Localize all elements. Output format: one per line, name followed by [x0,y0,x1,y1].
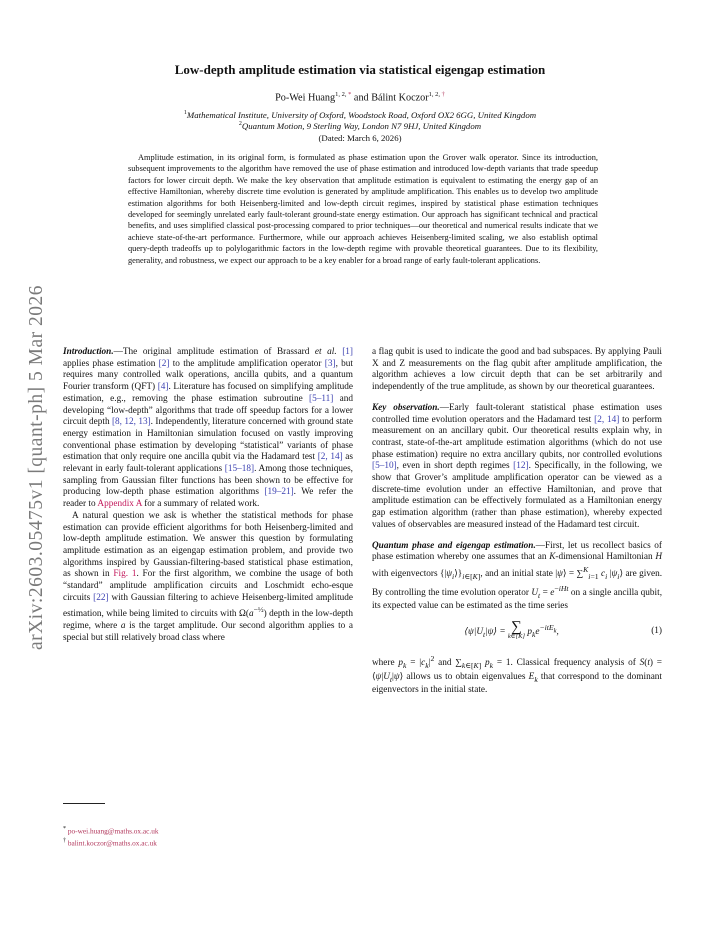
citation-link[interactable]: [5–11] [309,393,334,404]
arxiv-identifier-text: arXiv:2603.05475v1 [quant-ph] 5 Mar 2026 [26,285,47,650]
footnote-email-1 [63,826,159,835]
email-link[interactable]: po-wei.huang@maths.ox.ac.uk [67,826,159,836]
citation-link[interactable]: [12] [513,461,529,472]
paragraph: A natural question we ask is whether the statistical methods for phase estimation can provide efficient algorithms for both Heisenberg-limited and low-depth amplitude estimation. We answer this question by formulating amplitude estimation as an eigengap estimation problem, and provide two algorithms inspired by Gaussian-filtering-based statistical phase estimation, as shown in Fig. 1. For the first algorithm, we combine the usage of both “standard” amplitude amplification circuits and Loschmidt echo-esque circuits [22] with Gaussian filtering to achieve Heisenberg-limited amplitude estimation, while being limited to circuits with $\Omega(a^{-\frac{1}{2}})$ depth in the low-depth regime, where a is the target amplitude. Our second algorithm applies to a special but still relatively broad class where [63,510,354,643]
date-line: (Dated: March 6, 2026) [318,133,402,143]
affiliation-text: Quantum Motion, 9 Sterling Way, London N7 9HJ, United Kingdom [241,121,482,131]
author-name: Bálint Koczor [371,92,429,104]
citation-link[interactable]: [19–21] [264,487,294,498]
body-column-right [372,347,662,697]
affiliation-number: 1 [183,110,187,117]
footnote-rule [63,803,105,804]
footnote-mark: * [63,826,67,832]
author-affiliation-marker: 1, 2, [428,91,442,98]
section-heading-introduction: Introduction. [63,347,114,357]
paragraph: where $p_k = |c_k|^2$ and $\sum_{k\in[K]}$ $p_k = 1$. Classical frequency analysis of $S(t) = ⟨\psi|U_t|\psi⟩$ allows us to obtain eigenvalues $E_k$ that correspond to the dominant eigenvectors in the initial state. [372,653,662,696]
email-link[interactable]: balint.koczor@maths.ox.ac.uk [67,838,157,848]
footnote-mark: † [63,838,67,844]
appendix-link[interactable]: Appendix A [97,499,142,510]
arxiv-identifier-stamp [18,250,54,650]
paragraph: Quantum phase and eigengap estimation.—First, let us recollect basics of phase estimation whereby one assumes that an K-dimensional Hamiltonian H with eigenvectors $\{|\psi_i⟩\}_{i\in[K]}$, and an initial state |ψ⟩ = ∑$^K_{i=1}$ $c_i$ $|\psi_i⟩$ are given. By controlling the time evolution operator $U_t = e^{-iHt}$ on a single ancilla qubit, its expected value can be estimated as the time series [372,540,663,612]
citation-link[interactable]: [2, 14] [594,414,620,425]
paragraph: Key observation.—Early fault-tolerant statistical phase estimation uses controlled time evolution operators and the Hadamard test [2, 14] to perform measurement on an ancillary qubit. Our theoretical results explain why, in contrast, state-of-the-art amplitude estimation algorithms (which do not use phase estimation) require no extra ancillary qubits, nor controlled evolutions [5–10], even in short depth regimes [12]. Specifically, in the following, we show that Grover’s amplitude amplification operator can be viewed as a discrete-time evolution under an effective Hamiltonian, and prove that amplitude estimation can be effectively formulated as a Hamiltonian energy gap estimation algorithm (rather than phase estimation), whereby expected values of observables are measured instead of the Hadamard test circuit. [372,402,663,530]
citation-link[interactable]: [4] [157,382,169,393]
author-joiner: and [351,92,372,104]
paragraph: Introduction.—The original amplitude estimation of Brassard et al. [1] applies phase estimation [2] to the amplitude amplification operator [3], but requires many controlled walk operations, ancilla qubits, and a quantum Fourier transform (QFT) [4]. Literature has focused on simplifying amplitude estimation, e.g., removing the phase estimation subroutine [5–11] and developing “low-depth” algorithms that trade off speedup factors for a lower circuit depth [8, 12, 13]. Independently, literature concerned with ground state energy estimation in Hamiltonian simulation focused on vastly improving conventional phase estimation by developing “statistical” variants of phase estimation that only require one ancilla qubit via the Hadamard test [2, 14] as relevant in early fault-tolerant applications [15–18]. Among those techniques, sampling from Gaussian filter functions has been shown to be effective for producing low-depth phase estimation algorithms [19–21]. We refer the reader to Appendix A for a summary of related work. [63,347,353,510]
body-column-left [63,347,353,645]
author-affiliation-marker: 1, 2, [335,91,349,98]
figure-link[interactable]: Fig. 1 [113,569,137,580]
citation-link[interactable]: [2, 14] [317,452,343,463]
author-line [0,91,720,103]
citation-link[interactable]: [1] [342,347,353,357]
paper-title: Low-depth amplitude estimation via statistical eigengap estimation [174,62,546,77]
footnote-email-2 [63,838,157,847]
citation-link[interactable]: [8, 12, 13] [111,417,151,428]
affiliation-text: Mathematical Institute, University of Oxford, Woodstock Road, Oxford OX2 6GG, United Kingdom [186,110,537,120]
abstract: Amplitude estimation, in its original form, is formulated as phase estimation upon the Grover walk operator. Since its introduction, subsequent improvements to the algorithm have removed the use of phase estimation and introduced low-depth variants that trade speedup factors for lower circuit depth. We make the key observation that amplitude estimation is equivalent to estimating the energy gap of an effective Hamiltonian, whereby discrete time evolution is generated by amplitude amplification. This enables us to develop two amplitude estimation algorithms for both Heisenberg-limited and low-depth circuit regimes, inspired by statistical phase estimation techniques developed for seemingly unrelated early fault-tolerant ground-state energy estimation. Our approach has significant technical and practical benefits, and uses simplified classical post-processing compared to prior techniques—our theoretical and numerical results indicate that we achieve state-of-the-art performance. Furthermore, while our approach achieves Heisenberg-limited scaling, we also establish optimal query-depth tradeoffs up to polylogarithmic factors in the low-depth regime with provable theoretical guarantees. Due to its flexibility, generality, and robustness, we expect our approach to be a key enabler for a broad range of early fault-tolerant applications. [128,153,598,265]
affiliation-number: 2 [238,121,242,128]
author-email-marker[interactable]: * [348,91,352,98]
section-heading-phase-eigengap: Quantum phase and eigengap estimation. [372,540,536,551]
citation-link[interactable]: [2] [158,358,170,369]
author-email-marker[interactable]: † [441,91,445,98]
equation-1 [372,618,662,642]
citation-link[interactable]: [15–18] [224,464,255,475]
citation-link[interactable]: [22] [93,592,109,603]
affiliation-1 [0,110,720,120]
citation-link[interactable]: [5–10] [372,461,397,472]
equation-body: $⟨\psi|U_t|\psi⟩$ = ∑ k∈[K] $p_ke^{-itE_k}$, [464,618,559,640]
paragraph: a flag qubit is used to indicate the good and bad subspaces. By applying Pauli X and Z measurements on the flag qubit after amplitude amplification, the algorithm achieves a low circuit depth that can be set arbitrarily and independently of the true amplitude, as shown by our theoretical guarantees. [372,347,662,393]
affiliation-2 [0,121,720,131]
section-heading-key-observation: Key observation. [372,402,440,413]
author-name: Po-Wei Huang [275,92,336,104]
equation-number: (1) [651,626,662,637]
citation-link[interactable]: [3] [324,358,336,369]
